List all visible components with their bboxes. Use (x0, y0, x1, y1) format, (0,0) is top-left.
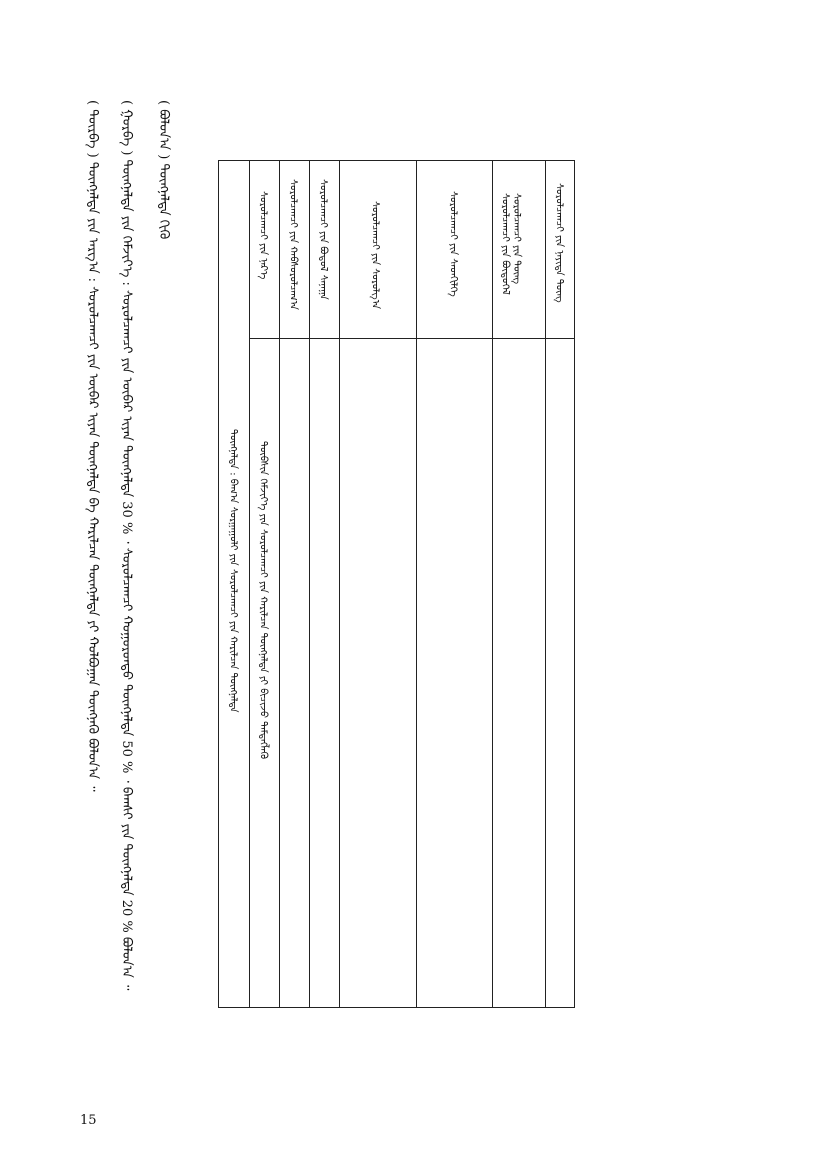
row-label: ᠰᠤᠷᠤᠯᠴᠠᠭᠴᠢ ᠶᠢᠨ ᠪᠣᠳᠣᠯ ᠰᠠᠨᠠᠭᠠ (317, 179, 329, 300)
table-header: ᠳᠦᠩᠨᠡᠯᠲᠡ : ᠪᠠᠭ᠎ᠠ ᠰᠤᠷᠭᠠᠭᠤᠯᠢ ᠶᠢᠨ ᠰᠤᠷᠤᠯᠴᠠᠭᠴᠢ ᠶᠢᠨ ᠬᠠᠷᠢᠯᠴᠠᠨ ᠳᠦᠩᠨᠡᠯᠲᠡ (227, 429, 239, 713)
table-divider (492, 161, 493, 1007)
table-divider (279, 161, 280, 1007)
table-divider (416, 161, 417, 1007)
row-label: ᠰᠤᠷᠤᠯᠴᠠᠭᠴᠢ ᠶᠢᠨ ᠨᠡᠶᠢᠲᠡ ᠳᠦᠩ (553, 183, 565, 303)
evaluation-table (218, 160, 575, 1008)
row-label: ᠰᠤᠷᠤᠯᠴᠠᠭᠴᠢ ᠶᠢᠨ ᠨᠡᠷ᠎ᠡ (257, 191, 269, 280)
row-label: ᠰᠤᠷᠤᠯᠴᠠᠭᠴᠢ ᠶᠢᠨ ᠬᠠᠪᠰᠤᠷᠤᠯᠴᠠᠭ᠎ᠠ (287, 179, 299, 310)
row-label: ᠰᠤᠷᠤᠯᠴᠠᠭᠴᠢ ᠶᠢᠨ ᠰᠤᠷᠤᠯᠭ᠎ᠠ (369, 201, 381, 309)
table-divider (309, 161, 310, 1007)
table-divider (249, 338, 574, 339)
evaluation-ratio-text: ( ᠭᠤᠷᠪᠠ ) ᠳᠦᠩᠨᠡᠯᠲᠡ ᠶᠢᠨ ᠬᠡᠮᠵᠢᠶ᠎ᠡ : ᠰᠤᠷᠤᠯᠴᠠᠭᠴᠢ ᠶᠢᠨ ᠥᠪᠡᠷ ᠢᠶᠡᠨ ᠳᠦᠩᠨᠡᠯᠲᠡ 30 % ᠂ ᠰᠤᠷᠤᠯᠴᠠᠭᠴᠢ ᠬᠣᠭᠣᠷᠣᠨᠳᠣ ᠳᠦᠩᠨᠡᠯᠲᠡ 50 % ᠂ ᠪᠠᠭᠰᠢ ᠶᠢᠨ ᠳᠦᠩᠨᠡᠯᠲᠡ 20 % ᠪᠣᠯᠤᠨ᠎ᠠ ᠃ (119, 100, 134, 991)
evaluation-method-text: ( ᠳᠥᠷᠪᠡ ) ᠳᠦᠩᠨᠡᠯᠲᠡ ᠶᠢᠨ ᠠᠷᠭ᠎ᠠ : ᠰᠤᠷᠤᠯᠴᠠᠭᠴᠢ ᠶᠢᠨ ᠥᠪᠡᠷ ᠢᠶᠡᠨ ᠳᠦᠩᠨᠡᠯᠲᠡ ᠪᠠ ᠬᠠᠷᠢᠯᠴᠠᠨ ᠳᠦᠩᠨᠡᠯᠲᠡ ᠶᠢ ᠬᠣᠯᠪᠣᠭᠠᠨ ᠳᠦᠩᠨᠡᠬᠦ ᠪᠣᠯᠤᠨ᠎ᠠ ᠃ (85, 100, 100, 792)
row-label: ᠰᠤᠷᠤᠯᠴᠠᠭᠴᠢ ᠶᠢᠨ ᠪᠦᠲᠦᠭᠡᠯ ᠰᠤᠷᠤᠯᠴᠠᠭᠴᠢ ᠶᠢᠨ ᠳᠦᠩ (499, 193, 522, 295)
section-heading: ( ᠪᠣᠯᠤᠨ᠎ᠠ ) ᠳᠦᠩᠨᠡᠯᠲᠡ ᠬᠢᠬᠦ (156, 100, 171, 240)
page-number: 15 (80, 1113, 97, 1128)
table-subheader: ᠲᠦᠪᠰᠢᠨ ᠬᠡᠮᠵᠢᠶ᠎ᠡ ᠶᠢᠨ ᠰᠤᠷᠤᠯᠴᠠᠭᠴᠢ ᠶᠢᠨ ᠬᠠᠷᠢᠯᠴᠠᠨ ᠳᠦᠩᠨᠡᠯᠲᠡ ᠶᠢ ᠪᠢᠴᠢᠵᠦ ᠲᠡᠮᠳᠡᠭᠯᠡᠬᠦ (257, 441, 269, 759)
table-divider (339, 161, 340, 1007)
table-divider (545, 161, 546, 1007)
row-label: ᠰᠤᠷᠤᠯᠴᠠᠭᠴᠢ ᠶᠢᠨ ᠰᠡᠳᠬᠢᠯᠭᠡ (447, 191, 459, 297)
table-divider (249, 161, 250, 1007)
